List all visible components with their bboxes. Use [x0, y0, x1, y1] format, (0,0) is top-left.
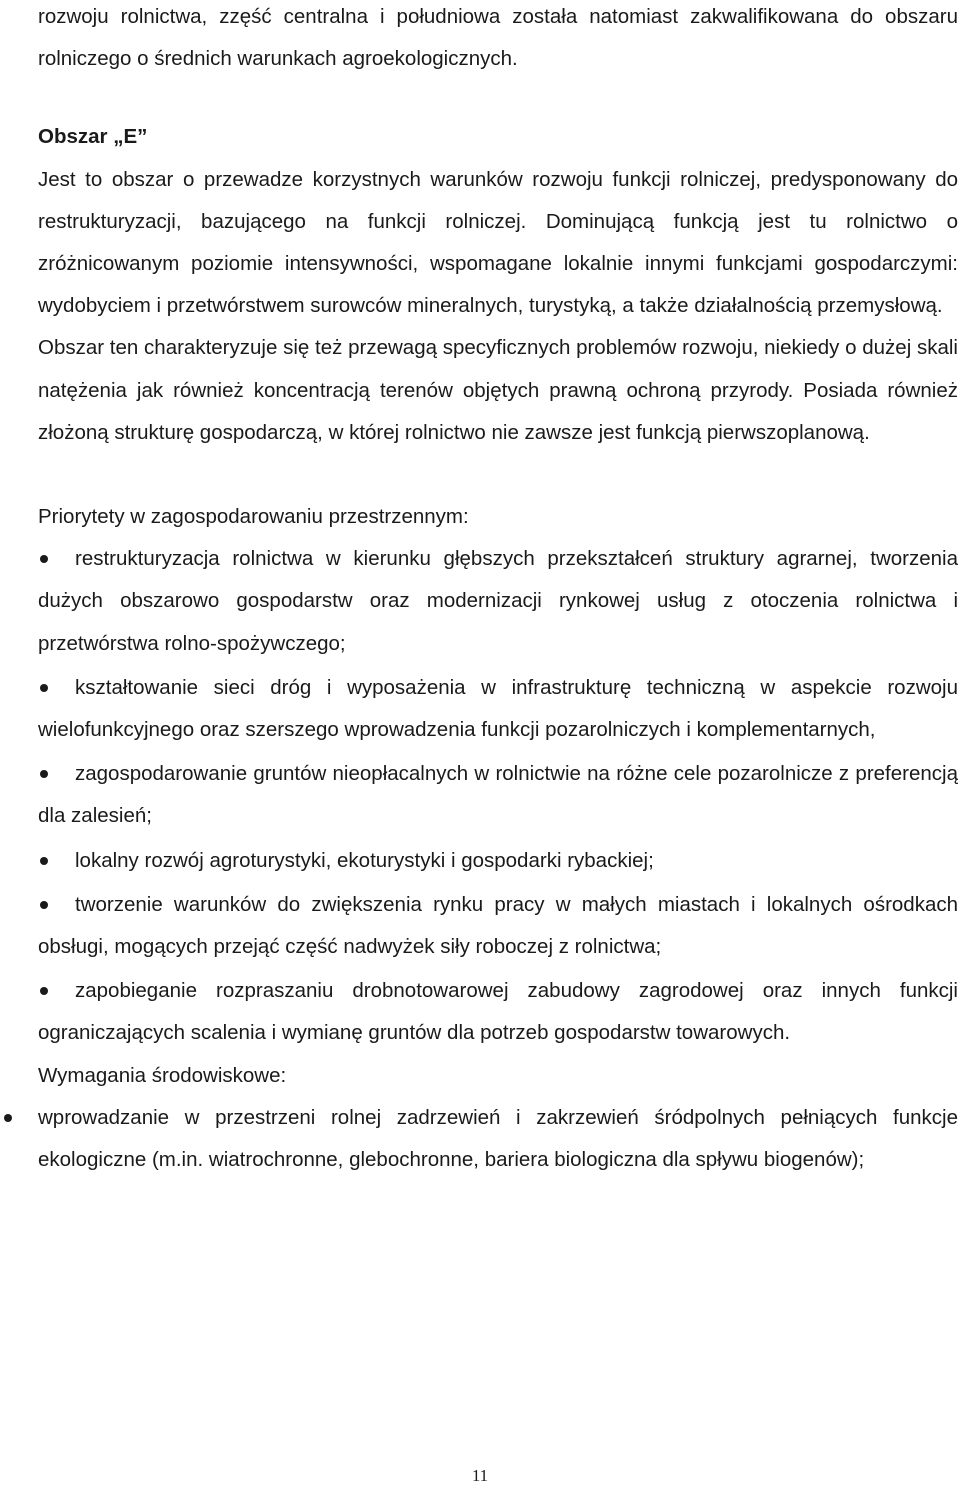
priorities-label: Priorytety w zagospodarowaniu przestrzennym: — [38, 505, 469, 529]
section-e-paragraph-1: Jest to obszar o przewadze korzystnych warunków rozwoju funkcji rolniczej, predysponowany do restrukturyzacji, bazującego na funkcji rolniczej. Dominującą funkcją jest tu rolnictwo o zróżnicowanym poziomie intensywności, wspomagane lokalnie innymi funkcjami gospodarczymi: wydobyciem i przetwórstwem surowców mineralnych, turystyką, a także działalnością przemysłową. — [38, 167, 958, 318]
page-number: 11 — [471, 1466, 489, 1485]
bullet-icon — [40, 987, 48, 995]
list-item-text: zapobieganie rozpraszaniu drobnotowarowej zabudowy zagrodowej oraz innych funkcji ograniczających scalenia i wymianę gruntów dla potrzeb gospodarstw towarowych. — [38, 979, 958, 1045]
list-item-text: wprowadzanie w przestrzeni rolnej zadrzewień i zakrzewień śródpolnych pełniących funkcje ekologiczne (m.in. wiatrochronne, glebochronne, bariera biologiczna dla spływu biogenów); — [38, 1105, 958, 1172]
bullet-icon — [40, 901, 48, 909]
list-item — [38, 753, 958, 837]
list-item-text: zagospodarowanie gruntów nieopłacalnych w rolnictwie na różne cele pozarolnicze z preferencją dla zalesień; — [38, 762, 958, 828]
list-item-text: kształtowanie sieci dróg i wyposażenia w infrastrukturę techniczną w aspekcie rozwoju wielofunkcyjnego oraz szerszego wprowadzenia funkcji pozarolniczych i komplementarnych, — [38, 675, 958, 742]
list-item — [38, 884, 958, 968]
environment-label: Wymagania środowiskowe: — [38, 1063, 287, 1087]
list-item-text: lokalny rozwój agroturystyki, ekoturystyki i gospodarki rybackiej; — [75, 848, 654, 872]
priorities-list — [38, 538, 958, 1054]
section-e-paragraph-2: Obszar ten charakteryzuje się też przewagą specyficznych problemów rozwoju, niekiedy o dużej skali natężenia jak również koncentracją terenów objętych prawną ochroną przyrody. Posiada również złożoną strukturę gospodarczą, w której rolnictwo nie zawsze jest funkcją pierwszoplanową. — [38, 336, 958, 444]
list-item — [38, 538, 958, 665]
list-item — [38, 667, 958, 751]
list-item-text: tworzenie warunków do zwiększenia rynku pracy w małych miastach i lokalnych ośrodkach obsługi, mogących przejąć część nadwyżek siły roboczej z rolnictwa; — [38, 892, 958, 959]
spacer — [38, 454, 958, 496]
intro-paragraph: rozwoju rolnictwa, zzęść centralna i południowa została natomiast zakwalifikowana do obszaru rolniczego o średnich warunkach agroekologicznych. — [38, 5, 958, 71]
bullet-icon — [4, 1114, 12, 1122]
environment-list — [38, 1097, 958, 1181]
bullet-icon — [40, 857, 48, 865]
bullet-icon — [40, 770, 48, 778]
section-heading-obszar-e: Obszar „E” — [38, 125, 148, 149]
list-item — [38, 1097, 958, 1181]
list-item — [38, 840, 958, 882]
document-page — [38, 0, 958, 1181]
list-item-text: restrukturyzacja rolnictwa w kierunku głębszych przekształceń struktury agrarnej, tworzenia dużych obszarowo gospodarstw oraz modernizacji rynkowej usług z otoczenia rolnictwa i przetwórstwa rolno-spożywczego; — [38, 547, 958, 655]
list-item — [38, 970, 958, 1054]
bullet-icon — [40, 555, 48, 563]
bullet-icon — [40, 684, 48, 692]
